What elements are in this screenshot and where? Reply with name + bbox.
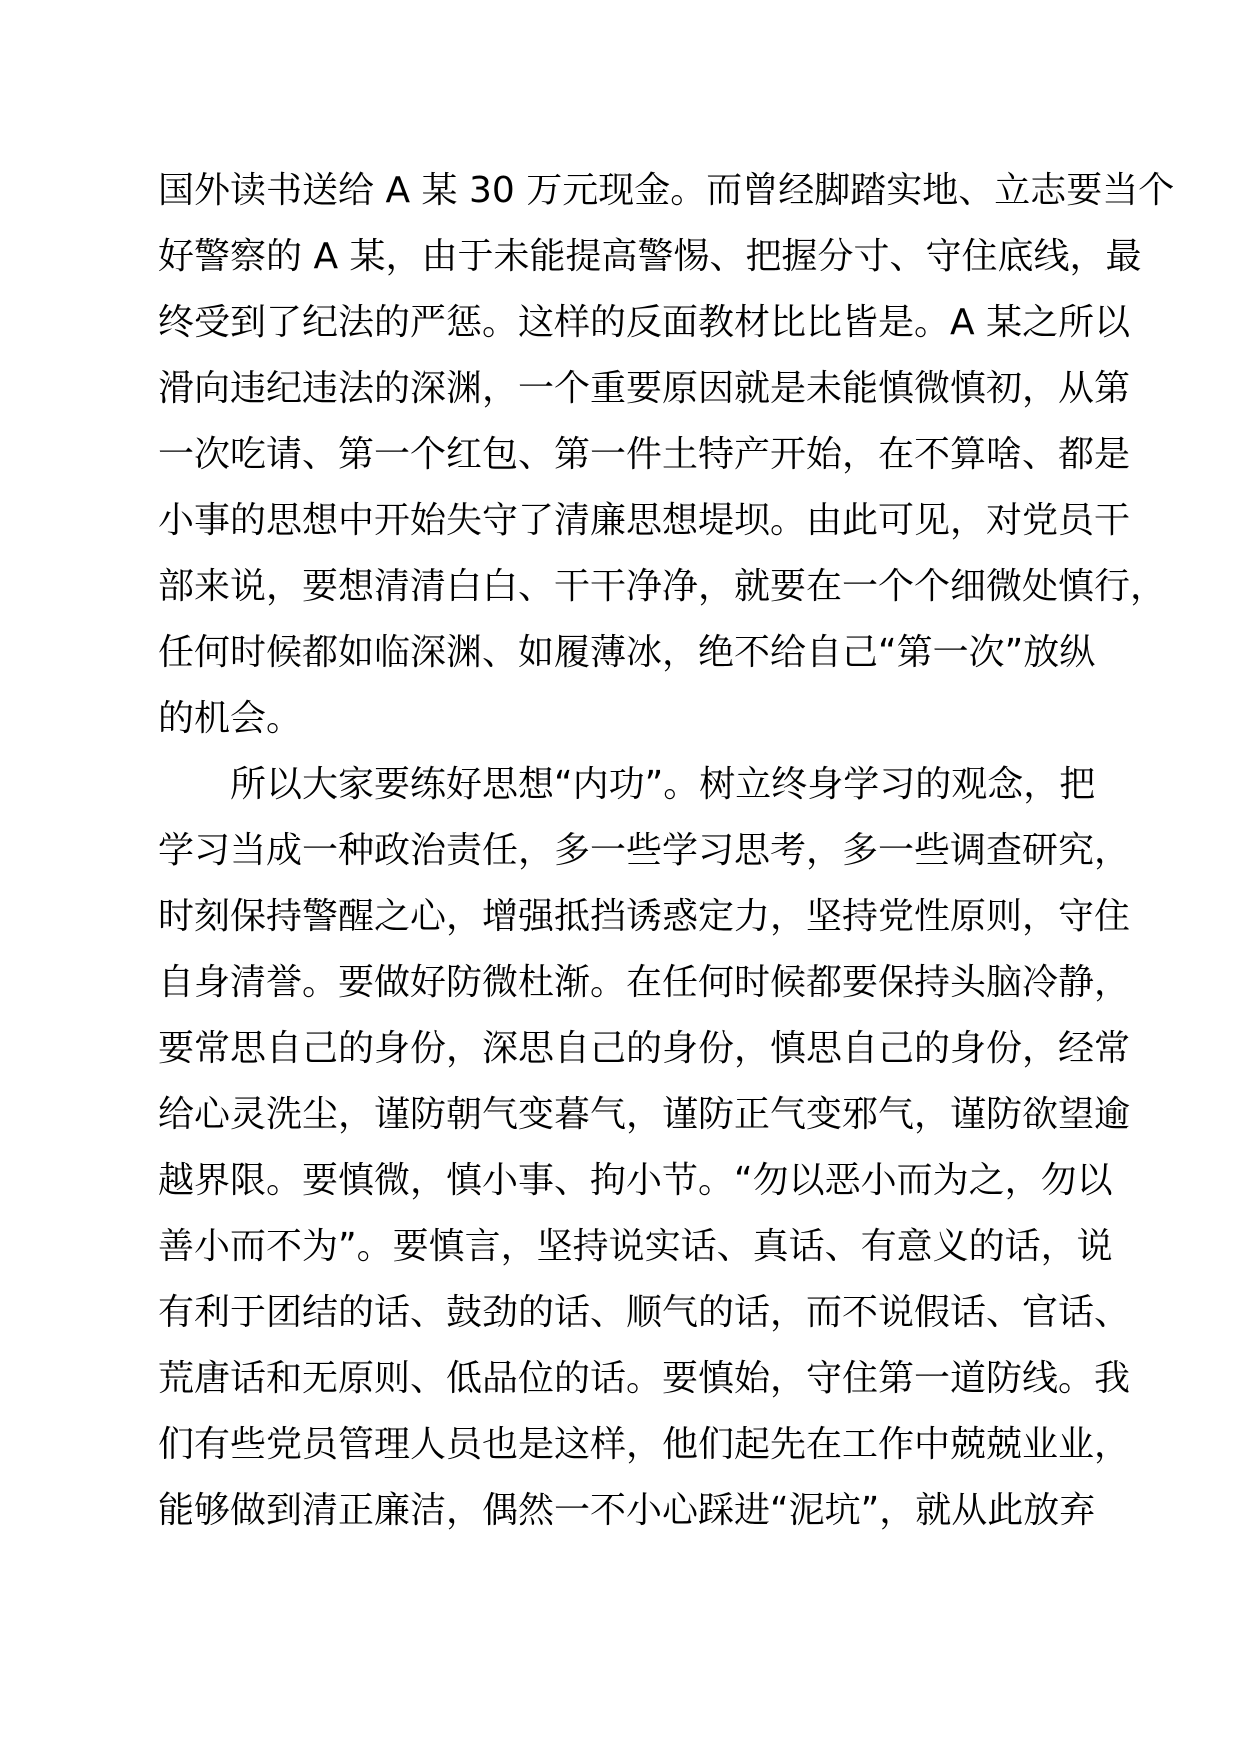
text-line: 滑向违纪违法的深渊，一个重要原因就是未能慎微慎初，从第 xyxy=(158,368,1131,409)
text-line: 善小而不为”。要慎言，坚持说实话、真话、有意义的话，说 xyxy=(158,1226,1113,1267)
text-line: 学习当成一种政治责任，多一些学习思考，多一些调查研究， xyxy=(158,830,1131,871)
text-line: 部来说，要想清清白白、干干净净，就要在一个个细微处慎行， xyxy=(158,566,1167,607)
paragraph-1 xyxy=(158,158,1175,752)
text-line: 好警察的 A 某，由于未能提高警惕、把握分寸、守住底线，最 xyxy=(158,236,1142,277)
text-line: 一次吃请、第一个红包、第一件土特产开始，在不算啥、都是 xyxy=(158,434,1131,475)
text-line: 时刻保持警醒之心，增强抵挡诱惑定力，坚持党性原则，守住 xyxy=(158,896,1131,937)
text-line: 们有些党员管理人员也是这样，他们起先在工作中兢兢业业， xyxy=(158,1424,1131,1465)
document-body xyxy=(158,158,1175,1544)
text-line: 的机会。 xyxy=(158,698,303,739)
text-line: 要常思自己的身份，深思自己的身份，慎思自己的身份，经常 xyxy=(158,1028,1131,1069)
text-line: 终受到了纪法的严惩。这样的反面教材比比皆是。A 某之所以 xyxy=(158,302,1131,343)
text-line: 给心灵洗尘，谨防朝气变暮气，谨防正气变邪气，谨防欲望逾 xyxy=(158,1094,1131,1135)
paragraph-2 xyxy=(158,752,1131,1544)
text-line: 越界限。要慎微，慎小事、拘小节。“勿以恶小而为之，勿以 xyxy=(158,1160,1113,1201)
text-line: 能够做到清正廉洁，偶然一不小心踩进“泥坑”，就从此放弃 xyxy=(158,1490,1096,1531)
text-line: 自身清誉。要做好防微杜渐。在任何时候都要保持头脑冷静， xyxy=(158,962,1131,1003)
text-line: 所以大家要练好思想“内功”。树立终身学习的观念，把 xyxy=(230,764,1096,805)
text-line: 国外读书送给 A 某 30 万元现金。而曾经脚踏实地、立志要当个 xyxy=(158,170,1175,211)
text-line: 任何时候都如临深渊、如履薄冰，绝不给自己“第一次”放纵 xyxy=(158,632,1096,673)
text-line: 小事的思想中开始失守了清廉思想堤坝。由此可见，对党员干 xyxy=(158,500,1131,541)
text-line: 有利于团结的话、鼓劲的话、顺气的话，而不说假话、官话、 xyxy=(158,1292,1131,1333)
text-line: 荒唐话和无原则、低品位的话。要慎始，守住第一道防线。我 xyxy=(158,1358,1131,1399)
